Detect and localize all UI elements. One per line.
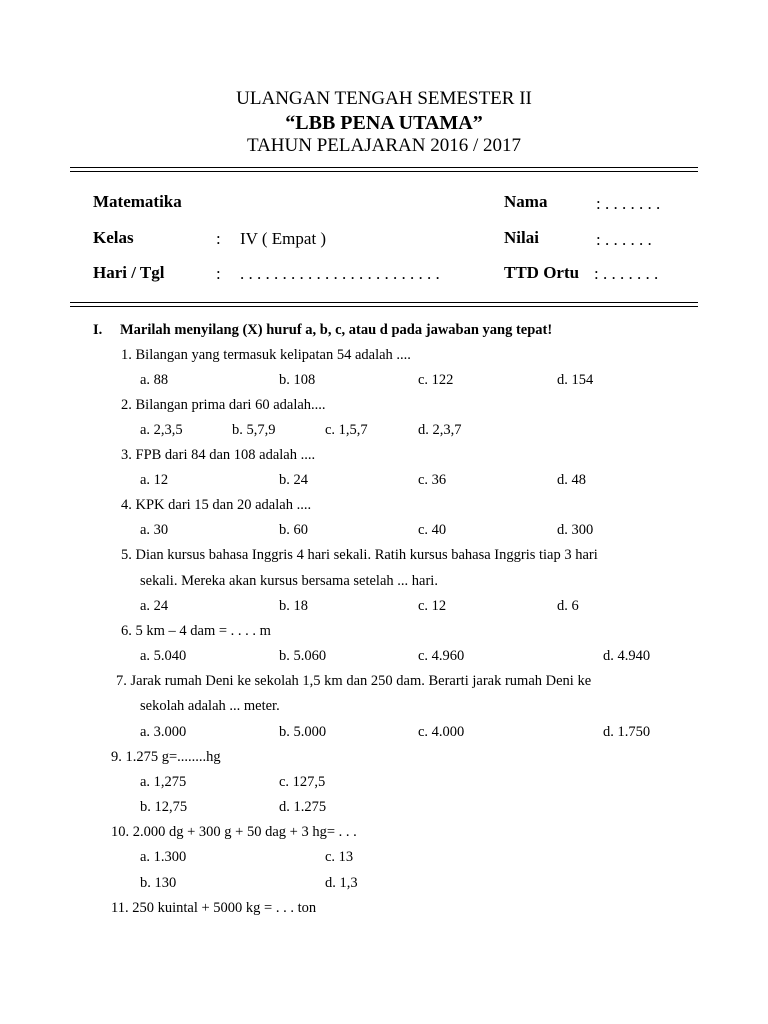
- option-10b: b. 130: [140, 875, 177, 891]
- header-divider-top: [70, 167, 698, 168]
- question-5-continued: sekali. Mereka akan kursus bersama setelah ... hari.: [140, 573, 438, 589]
- option-4b: b. 60: [279, 522, 308, 538]
- question-3: 3. FPB dari 84 dan 108 adalah ....: [121, 447, 316, 463]
- option-7c: c. 4.000: [418, 724, 465, 740]
- question-9: 9. 1.275 g=........hg: [111, 749, 221, 765]
- header-divider-bottom: [70, 171, 698, 172]
- name-field: : . . . . . . .: [596, 194, 661, 213]
- option-1c: c. 122: [418, 372, 454, 388]
- option-1a: a. 88: [140, 372, 169, 388]
- option-2c: c. 1,5,7: [325, 422, 368, 438]
- class-value: IV ( Empat ): [240, 229, 327, 248]
- question-6: 6. 5 km – 4 dam = . . . . m: [121, 623, 271, 639]
- option-4d: d. 300: [557, 522, 594, 538]
- question-2: 2. Bilangan prima dari 60 adalah....: [121, 397, 326, 413]
- option-2b: b. 5,7,9: [232, 422, 276, 438]
- parent-sign-label: TTD Ortu: [504, 263, 580, 282]
- option-4c: c. 40: [418, 522, 447, 538]
- question-10: 10. 2.000 dg + 300 g + 50 dag + 3 hg= . . .: [111, 824, 357, 840]
- option-10d: d. 1,3: [325, 875, 358, 891]
- question-4: 4. KPK dari 15 dan 20 adalah ....: [121, 497, 312, 513]
- exam-title: ULANGAN TENGAH SEMESTER II: [236, 88, 532, 109]
- question-7: 7. Jarak rumah Deni ke sekolah 1,5 km dan 250 dam. Berarti jarak rumah Deni ke: [116, 673, 592, 689]
- subject-label: Matematika: [93, 192, 182, 211]
- info-divider-bottom: [70, 306, 698, 307]
- option-10c: c. 13: [325, 849, 354, 865]
- academic-year: TAHUN PELAJARAN 2016 / 2017: [247, 135, 521, 156]
- option-1b: b. 108: [279, 372, 316, 388]
- option-6d: d. 4.940: [603, 648, 651, 664]
- option-3a: a. 12: [140, 472, 169, 488]
- option-1d: d. 154: [557, 372, 594, 388]
- option-9a: a. 1,275: [140, 774, 187, 790]
- date-colon: :: [216, 264, 221, 283]
- date-label: Hari / Tgl: [93, 263, 165, 282]
- option-4a: a. 30: [140, 522, 169, 538]
- class-colon: :: [216, 229, 221, 248]
- date-field: . . . . . . . . . . . . . . . . . . . . . . . .: [240, 264, 440, 283]
- option-7a: a. 3.000: [140, 724, 187, 740]
- option-7b: b. 5.000: [279, 724, 327, 740]
- option-7d: d. 1.750: [603, 724, 651, 740]
- option-3b: b. 24: [279, 472, 308, 488]
- option-2a: a. 2,3,5: [140, 422, 183, 438]
- option-5b: b. 18: [279, 598, 308, 614]
- section-number: I.: [93, 322, 103, 338]
- option-9b: b. 12,75: [140, 799, 188, 815]
- option-5c: c. 12: [418, 598, 447, 614]
- parent-sign-field: : . . . . . . .: [594, 264, 659, 283]
- question-11: 11. 250 kuintal + 5000 kg = . . . ton: [111, 900, 317, 916]
- option-5a: a. 24: [140, 598, 169, 614]
- option-6b: b. 5.060: [279, 648, 327, 664]
- option-9d: d. 1.275: [279, 799, 327, 815]
- option-6a: a. 5.040: [140, 648, 187, 664]
- question-7-continued: sekolah adalah ... meter.: [140, 698, 280, 714]
- question-5: 5. Dian kursus bahasa Inggris 4 hari sekali. Ratih kursus bahasa Inggris tiap 3 hari: [121, 547, 598, 563]
- institution-name: “LBB PENA UTAMA”: [285, 112, 483, 134]
- class-label: Kelas: [93, 228, 134, 247]
- name-label: Nama: [504, 192, 548, 211]
- section-instruction: Marilah menyilang (X) huruf a, b, c, atau d pada jawaban yang tepat!: [120, 322, 553, 338]
- question-1: 1. Bilangan yang termasuk kelipatan 54 adalah ....: [121, 347, 411, 363]
- score-field: : . . . . . .: [596, 230, 652, 249]
- option-5d: d. 6: [557, 598, 579, 614]
- option-9c: c. 127,5: [279, 774, 326, 790]
- option-3c: c. 36: [418, 472, 447, 488]
- option-2d: d. 2,3,7: [418, 422, 462, 438]
- option-3d: d. 48: [557, 472, 586, 488]
- score-label: Nilai: [504, 228, 539, 247]
- option-6c: c. 4.960: [418, 648, 465, 664]
- info-divider-top: [70, 302, 698, 303]
- option-10a: a. 1.300: [140, 849, 187, 865]
